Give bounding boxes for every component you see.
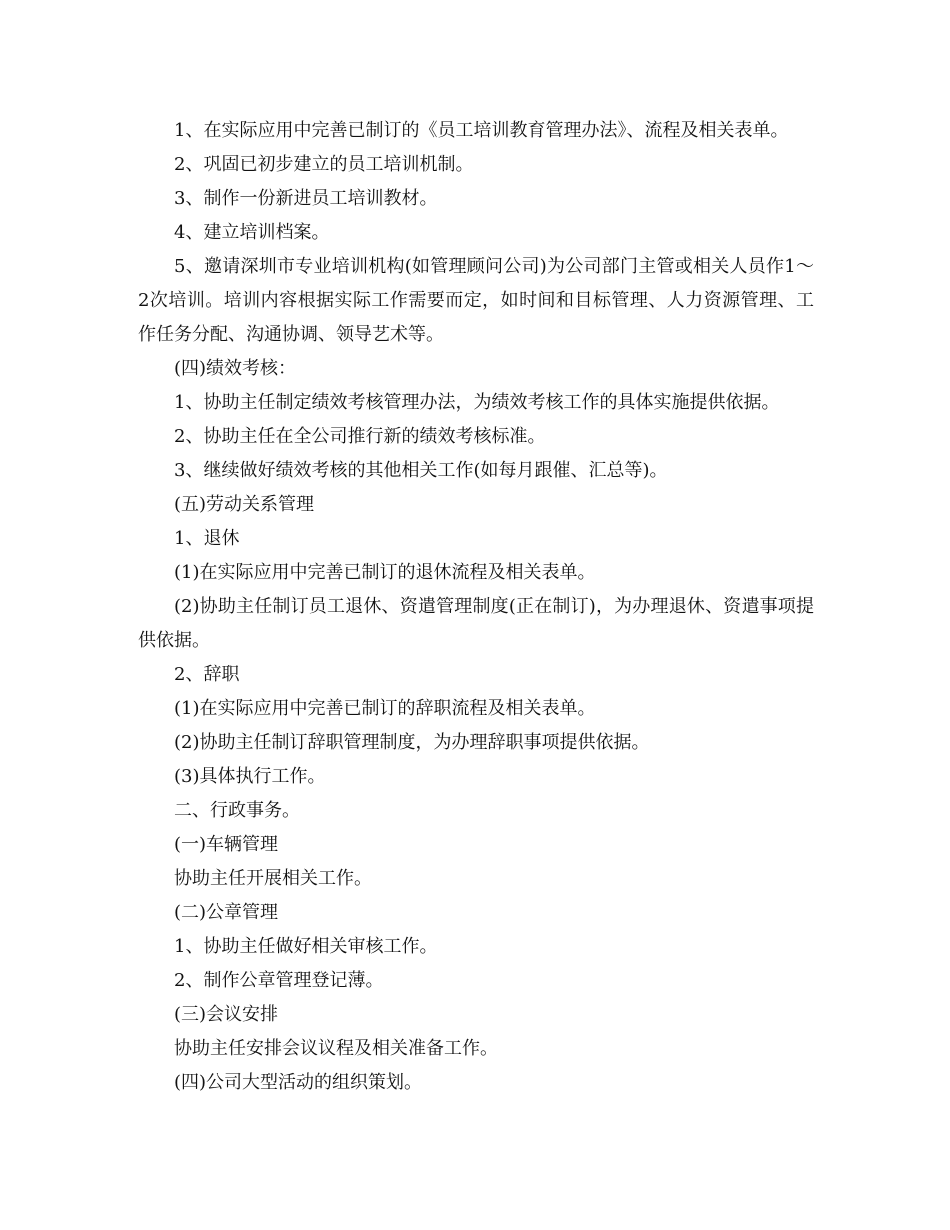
subsection-heading: 2、辞职 — [174, 664, 240, 685]
paragraph: 协助主任开展相关工作。 — [174, 868, 372, 889]
paragraph: 3、制作一份新进员工培训教材。 — [174, 188, 438, 209]
section-heading: (四)绩效考核： — [174, 358, 297, 379]
section-heading: (三)会议安排 — [174, 1004, 279, 1025]
paragraph: 1、协助主任制定绩效考核管理办法，为绩效考核工作的具体实施提供依据。 — [174, 392, 780, 413]
paragraph: 5、邀请深圳市专业培训机构(如管理顾问公司)为公司部门主管或相关人员作1～2次培训。培训内容根据实际工作需要而定，如时间和目标管理、人力资源管理、工作任务分配、沟通协调、领导艺术等。 — [138, 256, 814, 345]
paragraph: 2、协助主任在全公司推行新的绩效考核标准。 — [174, 426, 546, 447]
section-heading: (一)车辆管理 — [174, 834, 279, 855]
paragraph: (1)在实际应用中完善已制订的退休流程及相关表单。 — [174, 562, 596, 583]
document-body — [138, 114, 814, 1100]
paragraph: (2)协助主任制订员工退休、资遣管理制度(正在制订)，为办理退休、资遣事项提供依据。 — [138, 596, 814, 651]
section-heading: (二)公章管理 — [174, 902, 279, 923]
paragraph: 1、在实际应用中完善已制订的《员工培训教育管理办法》、流程及相关表单。 — [174, 120, 789, 141]
paragraph: 4、建立培训档案。 — [174, 222, 330, 243]
paragraph: 2、巩固已初步建立的员工培训机制。 — [174, 154, 474, 175]
paragraph: 协助主任安排会议议程及相关准备工作。 — [174, 1038, 498, 1059]
subsection-heading: 1、退休 — [174, 528, 240, 549]
paragraph: 1、协助主任做好相关审核工作。 — [174, 936, 438, 957]
paragraph: 3、继续做好绩效考核的其他相关工作(如每月跟催、汇总等)。 — [174, 460, 668, 481]
paragraph: (3)具体执行工作。 — [174, 766, 326, 787]
paragraph: (2)协助主任制订辞职管理制度，为办理辞职事项提供依据。 — [174, 732, 650, 753]
paragraph: (1)在实际应用中完善已制订的辞职流程及相关表单。 — [174, 698, 596, 719]
section-heading: 二、行政事务。 — [174, 800, 300, 821]
paragraph: 2、制作公章管理登记薄。 — [174, 970, 384, 991]
section-heading: (四)公司大型活动的组织策划。 — [174, 1072, 423, 1093]
section-heading: (五)劳动关系管理 — [174, 494, 315, 515]
